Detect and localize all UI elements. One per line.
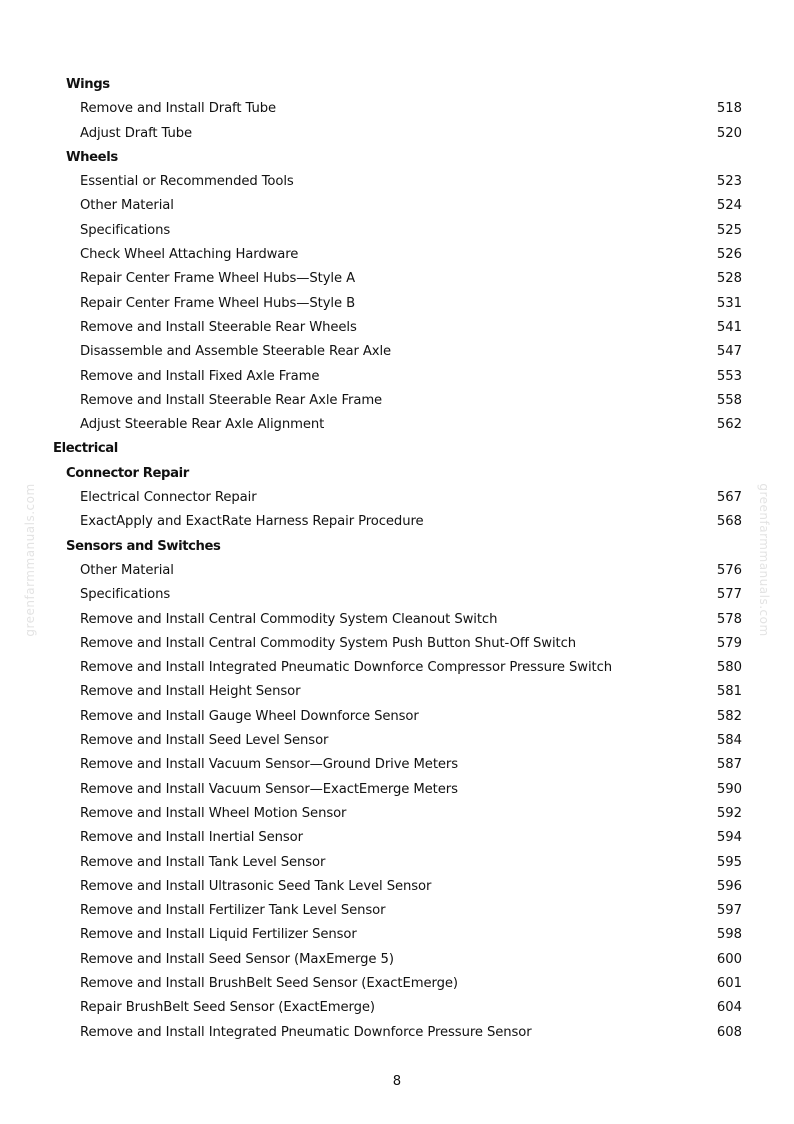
toc-entry-title: Repair BrushBelt Seed Sensor (ExactEmerge) bbox=[80, 1000, 375, 1016]
toc-entry-title: Remove and Install Wheel Motion Sensor bbox=[80, 805, 347, 821]
toc-heading bbox=[0, 439, 794, 463]
watermark-left: greenfarmmanuals.com bbox=[23, 483, 37, 637]
toc-entry[interactable] bbox=[0, 634, 794, 658]
toc-entry[interactable] bbox=[0, 1023, 794, 1047]
toc-entry-title: Adjust Draft Tube bbox=[80, 125, 193, 141]
toc-entry[interactable] bbox=[0, 294, 794, 318]
toc-entry-page: 525 bbox=[716, 222, 742, 238]
toc-entry[interactable] bbox=[0, 925, 794, 949]
toc-entry-page: 598 bbox=[716, 927, 742, 943]
toc-entry-title: Sensors and Switches bbox=[66, 538, 221, 554]
table-of-contents bbox=[0, 75, 794, 1047]
toc-entry[interactable] bbox=[0, 488, 794, 512]
toc-entry-page: 594 bbox=[716, 830, 742, 846]
toc-entry[interactable] bbox=[0, 658, 794, 682]
toc-entry-title: Wings bbox=[66, 77, 110, 92]
toc-entry-page: 581 bbox=[716, 684, 742, 700]
toc-entry-title: Electrical bbox=[53, 441, 118, 457]
toc-entry-title: Remove and Install Seed Level Sensor bbox=[80, 733, 329, 749]
toc-entry[interactable] bbox=[0, 124, 794, 148]
toc-entry-title: Electrical Connector Repair bbox=[80, 490, 257, 506]
toc-entry[interactable] bbox=[0, 367, 794, 391]
toc-entry-title: Remove and Install Fixed Axle Frame bbox=[80, 368, 320, 384]
toc-entry-page: 520 bbox=[716, 125, 742, 141]
toc-entry-page: 579 bbox=[716, 635, 742, 651]
toc-entry[interactable] bbox=[0, 780, 794, 804]
toc-entry[interactable] bbox=[0, 804, 794, 828]
toc-entry-title: Remove and Install Steerable Rear Wheels bbox=[80, 319, 357, 335]
toc-entry[interactable] bbox=[0, 245, 794, 269]
toc-entry-title: Adjust Steerable Rear Axle Alignment bbox=[80, 417, 325, 433]
toc-entry-page: 558 bbox=[716, 392, 742, 408]
toc-entry-title: Remove and Install BrushBelt Seed Sensor (ExactEmerge) bbox=[80, 975, 458, 991]
page-number: 8 bbox=[392, 1074, 402, 1089]
toc-entry[interactable] bbox=[0, 610, 794, 634]
toc-entry-title: Remove and Install Draft Tube bbox=[80, 101, 277, 117]
toc-entry-page: 608 bbox=[716, 1024, 742, 1040]
toc-entry-title: Specifications bbox=[80, 222, 171, 238]
toc-entry[interactable] bbox=[0, 196, 794, 220]
toc-entry-title: Wheels bbox=[66, 149, 118, 165]
toc-entry[interactable] bbox=[0, 998, 794, 1022]
toc-entry-title: Remove and Install Height Sensor bbox=[80, 684, 301, 700]
toc-entry-title: Other Material bbox=[80, 198, 174, 214]
toc-entry-page: 595 bbox=[716, 854, 742, 870]
toc-heading bbox=[0, 464, 794, 488]
toc-entry-page: 580 bbox=[716, 660, 742, 676]
toc-entry-page: 518 bbox=[716, 101, 742, 117]
toc-entry[interactable] bbox=[0, 755, 794, 779]
toc-entry-page: 587 bbox=[716, 757, 742, 773]
toc-entry-page: 596 bbox=[716, 878, 742, 894]
toc-entry[interactable] bbox=[0, 901, 794, 925]
toc-heading bbox=[0, 148, 794, 172]
toc-entry[interactable] bbox=[0, 585, 794, 609]
toc-entry-title: Repair Center Frame Wheel Hubs—Style B bbox=[80, 295, 356, 311]
toc-entry[interactable] bbox=[0, 512, 794, 536]
toc-entry[interactable] bbox=[0, 974, 794, 998]
toc-entry-title: Repair Center Frame Wheel Hubs—Style A bbox=[80, 271, 355, 287]
toc-entry-page: 597 bbox=[716, 903, 742, 919]
toc-entry-page: 577 bbox=[716, 587, 742, 603]
toc-entry[interactable] bbox=[0, 877, 794, 901]
toc-entry-page: 592 bbox=[716, 805, 742, 821]
toc-entry-page: 553 bbox=[716, 368, 742, 384]
toc-entry-page: 576 bbox=[716, 562, 742, 578]
toc-entry[interactable] bbox=[0, 269, 794, 293]
toc-entry[interactable] bbox=[0, 561, 794, 585]
toc-entry-page: 528 bbox=[716, 271, 742, 287]
toc-entry-title: Essential or Recommended Tools bbox=[80, 174, 294, 190]
toc-entry[interactable] bbox=[0, 950, 794, 974]
toc-entry-title: Remove and Install Seed Sensor (MaxEmerge 5) bbox=[80, 951, 394, 967]
toc-entry-title: Remove and Install Vacuum Sensor—Ground Drive Meters bbox=[80, 757, 458, 773]
toc-entry[interactable] bbox=[0, 318, 794, 342]
toc-entry-title: Remove and Install Ultrasonic Seed Tank Level Sensor bbox=[80, 878, 432, 894]
toc-entry[interactable] bbox=[0, 828, 794, 852]
toc-entry-page: 604 bbox=[716, 1000, 742, 1016]
toc-entry-title: Check Wheel Attaching Hardware bbox=[80, 247, 299, 263]
toc-entry-title: ExactApply and ExactRate Harness Repair Procedure bbox=[80, 514, 424, 530]
toc-entry-page: 526 bbox=[716, 247, 742, 263]
toc-entry-title: Remove and Install Integrated Pneumatic Downforce Pressure Sensor bbox=[80, 1024, 532, 1040]
toc-entry[interactable] bbox=[0, 342, 794, 366]
toc-entry-title: Remove and Install Central Commodity System Push Button Shut-Off Switch bbox=[80, 635, 577, 651]
toc-entry-page: 523 bbox=[716, 174, 742, 190]
toc-entry[interactable] bbox=[0, 391, 794, 415]
toc-entry-page: 578 bbox=[716, 611, 742, 627]
toc-entry-title: Remove and Install Fertilizer Tank Level Sensor bbox=[80, 903, 386, 919]
toc-entry-page: 582 bbox=[716, 708, 742, 724]
toc-entry-page: 562 bbox=[716, 417, 742, 433]
toc-entry-title: Disassemble and Assemble Steerable Rear Axle bbox=[80, 344, 392, 360]
toc-entry-page: 601 bbox=[716, 975, 742, 991]
toc-entry-title: Remove and Install Steerable Rear Axle Frame bbox=[80, 392, 383, 408]
toc-entry-title: Remove and Install Vacuum Sensor—ExactEmerge Meters bbox=[80, 781, 458, 797]
toc-entry-title: Remove and Install Inertial Sensor bbox=[80, 830, 303, 846]
toc-heading bbox=[0, 537, 794, 561]
toc-entry-title: Specifications bbox=[80, 587, 171, 603]
toc-heading bbox=[0, 75, 794, 99]
toc-entry-title: Remove and Install Integrated Pneumatic Downforce Compressor Pressure Switch bbox=[80, 660, 613, 676]
toc-entry-page: 568 bbox=[716, 514, 742, 530]
toc-entry[interactable] bbox=[0, 221, 794, 245]
toc-entry-title: Other Material bbox=[80, 562, 174, 578]
toc-entry-title: Remove and Install Gauge Wheel Downforce Sensor bbox=[80, 708, 419, 724]
toc-entry-page: 600 bbox=[716, 951, 742, 967]
toc-entry-title: Remove and Install Tank Level Sensor bbox=[80, 854, 326, 870]
toc-entry-page: 531 bbox=[716, 295, 742, 311]
toc-entry-page: 541 bbox=[716, 319, 742, 335]
toc-entry-page: 547 bbox=[716, 344, 742, 360]
toc-entry-title: Connector Repair bbox=[66, 465, 189, 481]
watermark-right: greenfarmmanuals.com bbox=[757, 483, 771, 637]
toc-entry[interactable] bbox=[0, 682, 794, 706]
toc-entry-page: 590 bbox=[716, 781, 742, 797]
toc-entry[interactable] bbox=[0, 853, 794, 877]
toc-entry-page: 567 bbox=[716, 490, 742, 506]
toc-entry[interactable] bbox=[0, 707, 794, 731]
toc-entry[interactable] bbox=[0, 415, 794, 439]
toc-entry-title: Remove and Install Liquid Fertilizer Sensor bbox=[80, 927, 357, 943]
toc-entry-page: 584 bbox=[716, 733, 742, 749]
toc-entry[interactable] bbox=[0, 731, 794, 755]
toc-entry-page: 524 bbox=[716, 198, 742, 214]
toc-entry[interactable] bbox=[0, 172, 794, 196]
toc-entry-title: Remove and Install Central Commodity System Cleanout Switch bbox=[80, 611, 498, 627]
toc-entry[interactable] bbox=[0, 99, 794, 123]
